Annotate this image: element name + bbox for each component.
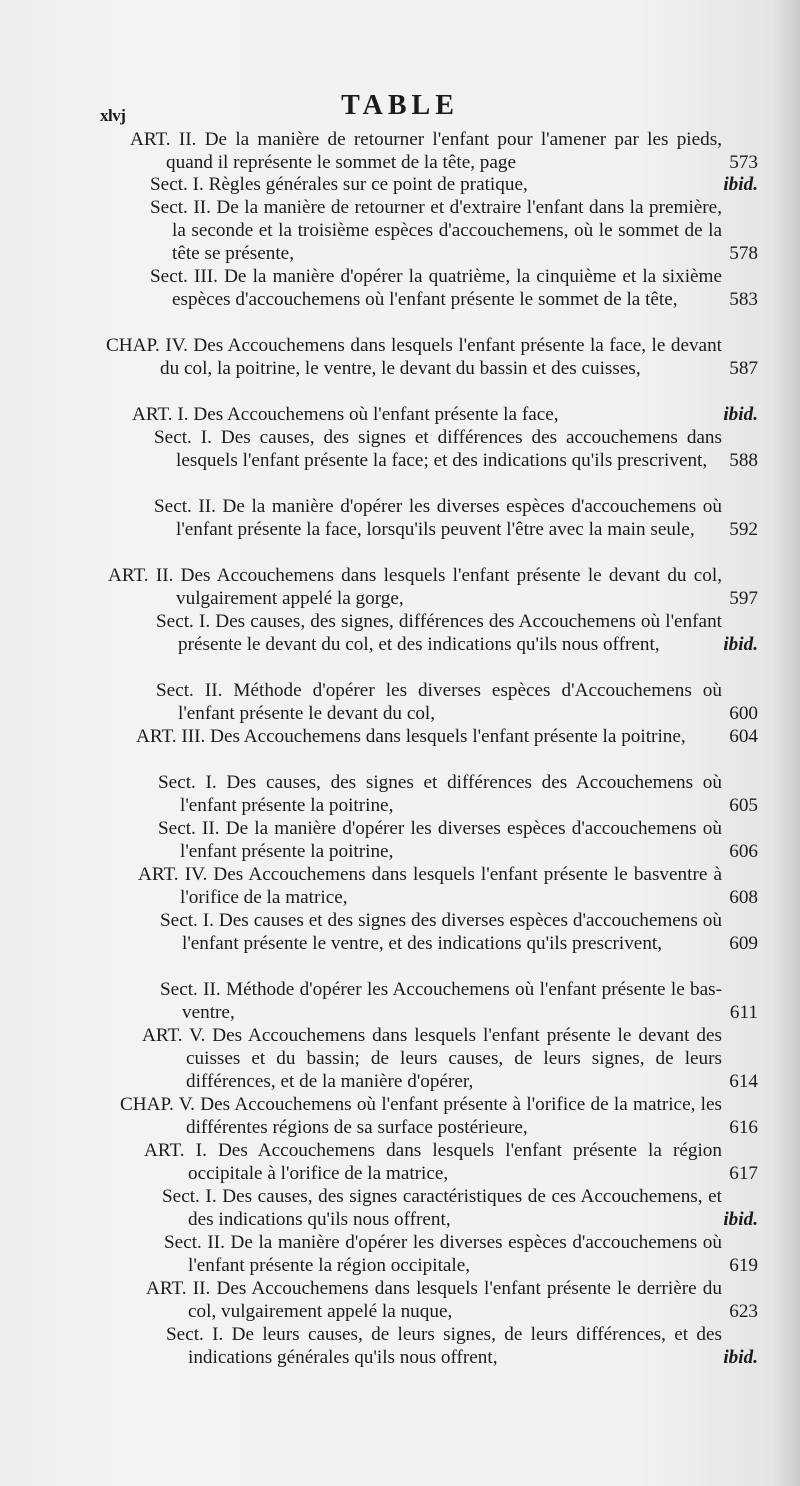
toc-entry-title: Sect. I. Règles générales sur ce point de pratique, [150,174,528,195]
toc-entry-sect [158,772,780,818]
toc-page-number: 588 [729,449,758,471]
toc-entry-sect [164,1232,780,1278]
toc-entry-sect [160,910,780,956]
toc-page-number: 606 [729,840,758,862]
toc-entry-sect [154,427,780,473]
toc-entry-title: Sect. II. De la manière d'opérer les diverses espèces d'accouchemens où l'enfant présente la poitrine, [158,818,722,862]
toc-entry-sect [150,266,780,312]
toc-page-number: 583 [729,288,758,310]
toc-entry-sect [150,174,780,197]
toc-page-number: 592 [729,518,758,540]
toc-entry-title: ART. I. Des Accouchemens où l'enfant présente la face, [132,404,559,425]
toc-entry-sect [162,1186,780,1232]
toc-entry-title: ART. IV. Des Accouchemens dans lesquels l'enfant présente le basventre à l'orifice de la matrice, [138,864,722,908]
toc-page-number: 617 [729,1162,758,1184]
toc-page-number: 600 [729,702,758,724]
toc-page-number: 609 [729,932,758,954]
toc-page-number: ibid. [723,174,758,195]
toc-page-number: 616 [729,1116,758,1138]
toc-entry-chap [120,1094,780,1140]
toc-entry-art [138,864,780,910]
toc-entry-title: ART. III. Des Accouchemens dans lesquels l'enfant présente la poitrine, [136,726,686,747]
toc-entry-title: Sect. II. De la manière de retourner et d'extraire l'enfant dans la première, la seconde et la troisième espèces d'accouchemens, où le sommet de la tête se présente, [150,197,722,264]
toc-page-number: ibid. [723,1346,758,1368]
toc-page-number: 573 [729,151,758,173]
toc-page-number: 614 [729,1070,758,1092]
toc-page-number: 578 [729,242,758,264]
toc-page-number: 608 [729,886,758,908]
toc-page-number: 587 [729,357,758,379]
toc-entry-title: ART. I. Des Accouchemens dans lesquels l'enfant présente la région occipitale à l'orifice de la matrice, [144,1140,722,1184]
toc-entry-sect [150,197,780,266]
toc-entry-sect [160,979,780,1025]
toc-entry-art [108,565,780,611]
toc-page-number: 623 [729,1300,758,1322]
page-number: xlvj [100,106,126,125]
toc-entry-title: Sect. I. Des causes, des signes, différences des Accouchemens où l'enfant présente le devant du col, et des indications qu'ils nous offrent, [156,611,722,655]
toc-entry-title: CHAP. V. Des Accouchemens où l'enfant présente à l'orifice de la matrice, les différentes régions de sa surface postérieure, [120,1094,722,1138]
toc-entry-art [136,726,780,749]
toc-entry-title: ART. II. Des Accouchemens dans lesquels l'enfant présente le devant du col, vulgairement appelé la gorge, [108,565,722,609]
toc-entry-title: Sect. I. Des causes, des signes et différences des accouchemens dans lesquels l'enfant présente la face; et des indications qu'ils prescrivent, [154,427,722,471]
toc-page-number: 605 [729,794,758,816]
toc-entry-art [132,404,780,427]
toc-entry-art [144,1140,780,1186]
toc-entry-art [142,1025,780,1094]
toc-entry-sect [154,496,780,542]
toc-entry-art [146,1278,780,1324]
toc-entry-title: Sect. II. Méthode d'opérer les Accouchemens où l'enfant présente le bas-ventre, [160,979,722,1023]
toc-entry-sect [156,611,780,657]
toc-entry-title: Sect. II. De la manière d'opérer les diverses espèces d'accouchemens où l'enfant présente la région occipitale, [164,1232,722,1276]
toc-page-number: 611 [729,1001,758,1023]
toc-entry-title: Sect. I. De leurs causes, de leurs signes, de leurs différences, et des indications générales qu'ils nous offrent, [166,1324,722,1368]
toc-entry-title: ART. II. Des Accouchemens dans lesquels l'enfant présente le derrière du col, vulgairement appelé la nuque, [146,1278,722,1322]
toc-entry-title: Sect. II. Méthode d'opérer les diverses espèces d'Accouchemens où l'enfant présente le devant du col, [156,680,722,724]
toc-entry-title: Sect. I. Des causes, des signes et différences des Accouchemens où l'enfant présente la poitrine, [158,772,722,816]
toc-page-number: 597 [729,587,758,609]
toc-entry-sect [158,818,780,864]
toc-page-number: ibid. [723,404,758,425]
toc-page-number: 604 [729,726,758,747]
toc-entry-title: Sect. I. Des causes, des signes caractéristiques de ces Accouchemens, et des indications qu'ils nous offrent, [162,1186,722,1230]
toc-entry-title: Sect. II. De la manière d'opérer les diverses espèces d'accouchemens où l'enfant présente la face, lorsqu'ils peuvent l'être avec la main seule, [154,496,722,540]
toc-entry-title: ART. V. Des Accouchemens dans lesquels l'enfant présente le devant des cuisses et du bassin; de leurs causes, de leurs signes, de leurs différences, et de la manière d'opérer, [142,1025,722,1092]
toc-page-number: 619 [729,1254,758,1276]
toc-entry-title: Sect. III. De la manière d'opérer la quatrième, la cinquième et la sixième espèces d'accouchemens où l'enfant présente le sommet de la tête, [150,266,722,310]
toc-entry-title: CHAP. IV. Des Accouchemens dans lesquels l'enfant présente la face, le devant du col, la poitrine, le ventre, le devant du bassin et des cuisses, [106,335,722,379]
toc-entry-title: Sect. I. Des causes et des signes des diverses espèces d'accouchemens où l'enfant présente le ventre, et des indications qu'ils prescrivent, [160,910,722,954]
toc-entry-chap [106,335,780,381]
toc-entry-sect [156,680,780,726]
toc-entry-sect [166,1324,780,1370]
toc-entry-art [130,129,780,175]
toc-page-number: ibid. [723,1208,758,1230]
toc-entry-title: ART. II. De la manière de retourner l'enfant pour l'amener par les pieds, quand il représente le sommet de la tête, page [130,129,722,173]
page-header [0,88,800,128]
running-title: TABLE [341,90,459,121]
toc-page-number: ibid. [723,633,758,655]
